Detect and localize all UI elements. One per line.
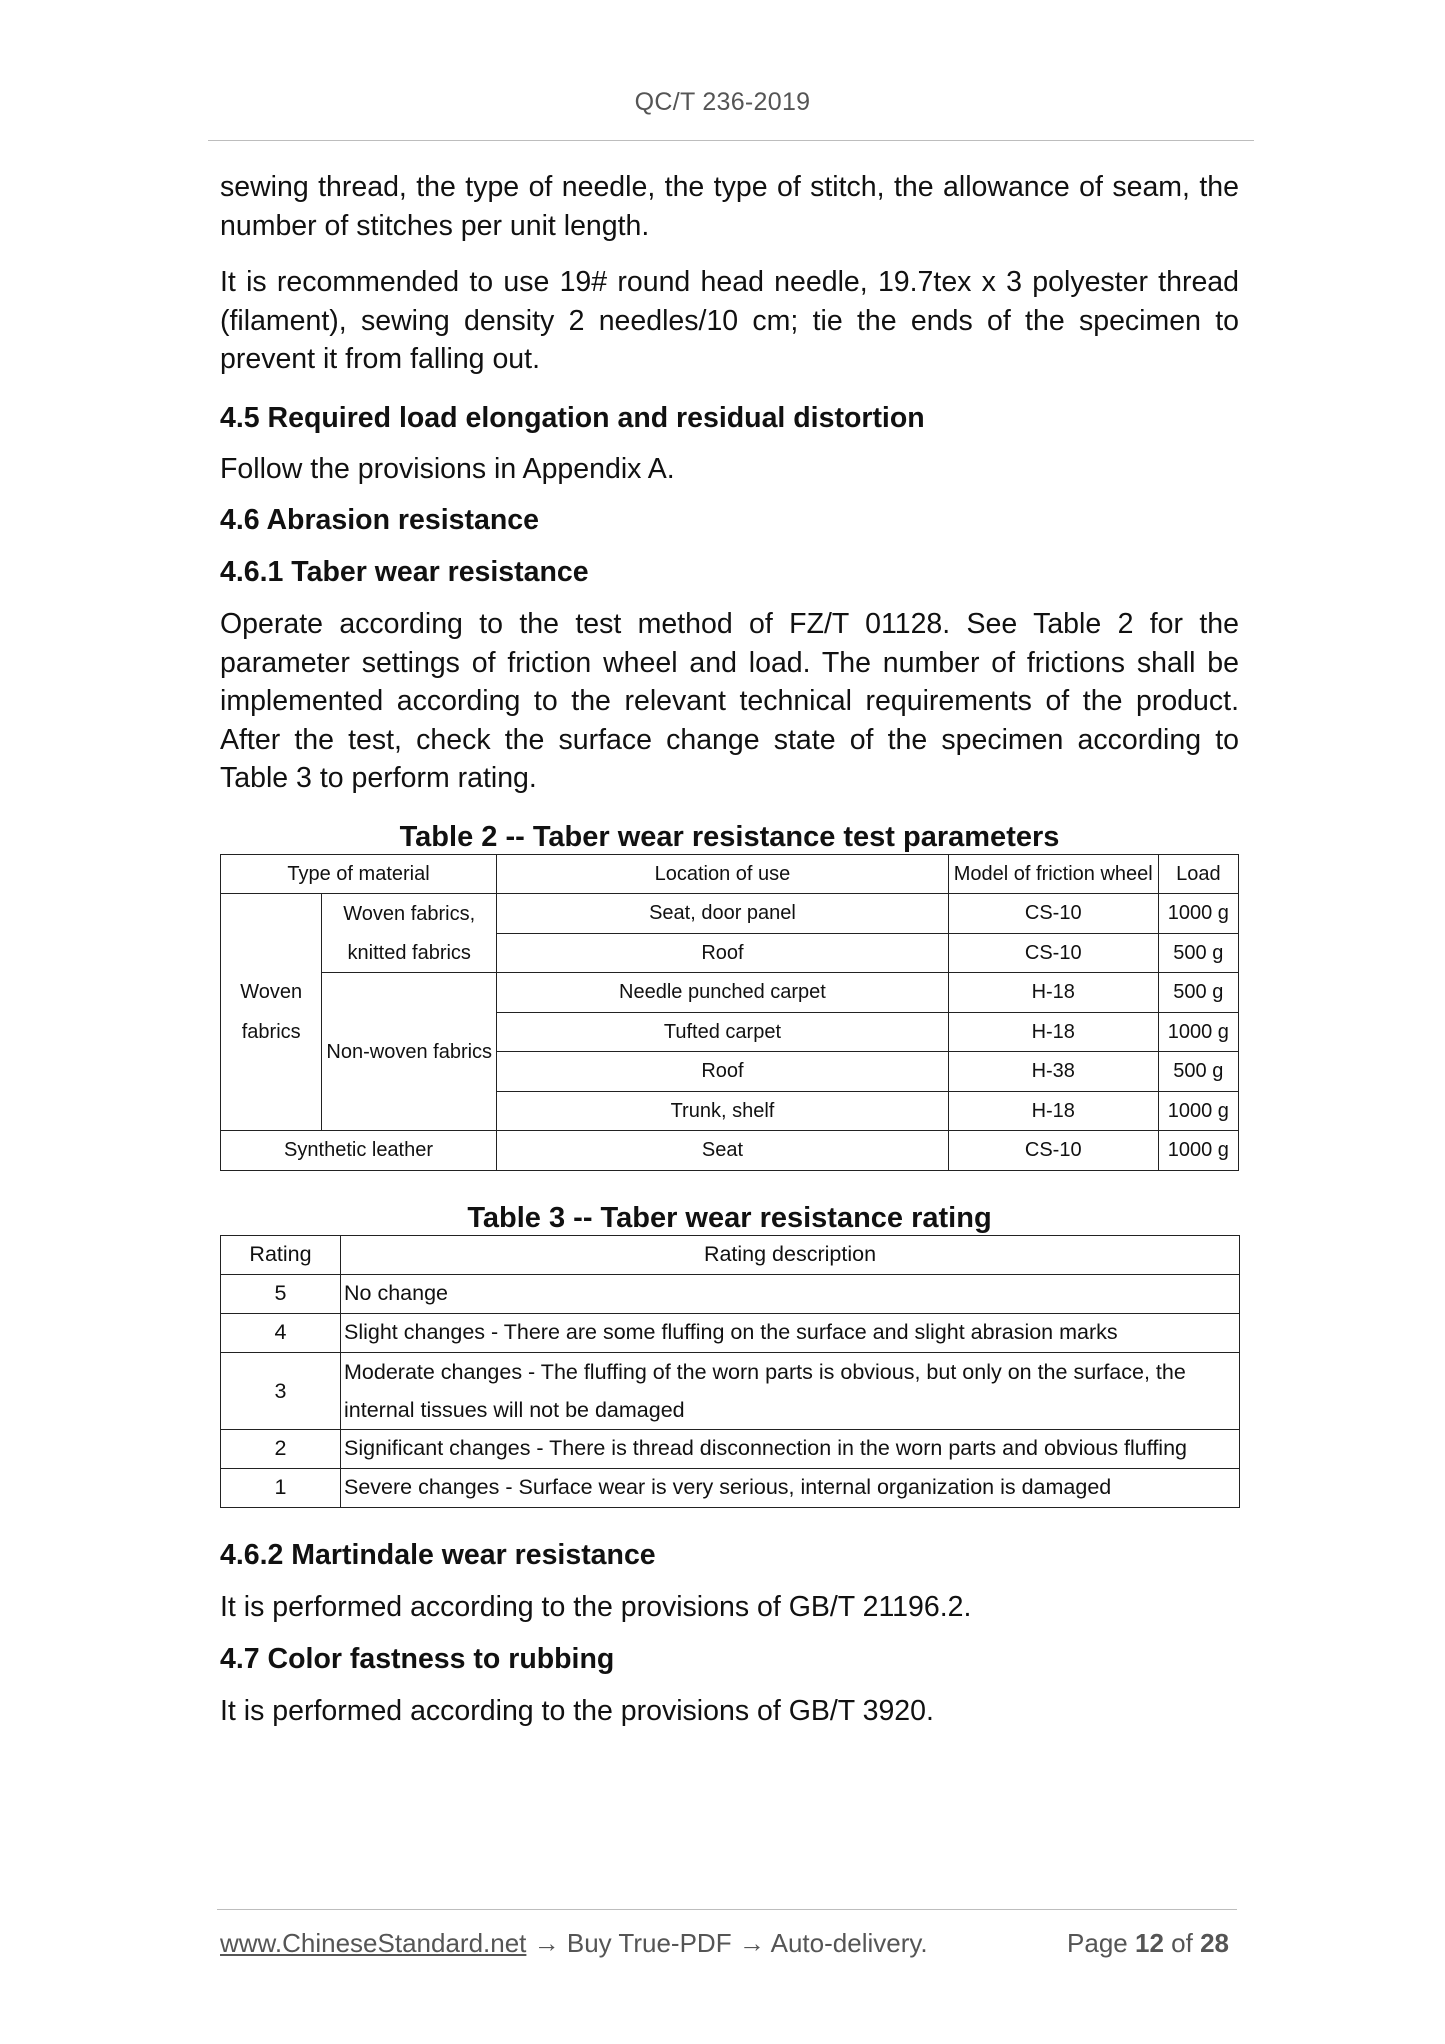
table-header-cell: Load [1158, 854, 1238, 894]
table-row [221, 1131, 1239, 1171]
table-cell-blank [221, 933, 322, 973]
table-cell: H-18 [948, 1012, 1158, 1052]
table-3-caption: Table 3 -- Taber wear resistance rating [467, 1201, 992, 1234]
total-pages: 28 [1200, 1928, 1229, 1958]
table-row [221, 1235, 1240, 1274]
paragraph-needle-recommendation: It is recommended to use 19# round head needle, 19.7tex x 3 polyester thread (filament), sewing density 2 needles/10 cm; tie the ends of the specimen to prevent it from falling out. [220, 266, 1239, 375]
paragraph-taber-method: Operate according to the test method of FZ/T 01128. See Table 2 for the parameter settings of friction wheel and load. The number of frictions shall be implemented according to the relevant technical requirements of the product. After the test, check the surface change state of the specimen according to Table 3 to perform rating. [220, 608, 1239, 794]
footer-website-link[interactable]: www.ChineseStandard.net [220, 1928, 527, 1958]
section-heading-4-7: 4.7 Color fastness to rubbing [220, 1643, 615, 1675]
table-row [221, 854, 1239, 894]
table-row [221, 1468, 1240, 1507]
table-2-caption: Table 2 -- Taber wear resistance test parameters [399, 820, 1060, 853]
arrow-right-icon: → [533, 1928, 560, 1958]
header-divider [208, 140, 1254, 141]
table-cell: 500 g [1158, 1052, 1238, 1092]
table-cell-rating: 4 [221, 1313, 341, 1352]
table-cell-blank [322, 1091, 497, 1131]
table-cell: Roof [497, 933, 949, 973]
table-cell: CS-10 [948, 894, 1158, 934]
table-cell: CS-10 [948, 933, 1158, 973]
footer-divider [217, 1909, 1237, 1910]
table-cell: 1000 g [1158, 1091, 1238, 1131]
table-row [221, 1313, 1240, 1352]
table-cell: 500 g [1158, 973, 1238, 1013]
paragraph-sewing-thread: sewing thread, the type of needle, the type of stitch, the allowance of seam, the number of stitches per unit length. [220, 171, 1239, 242]
table-row [221, 1274, 1240, 1313]
table-cell: Trunk, shelf [497, 1091, 949, 1131]
table-2 [220, 854, 1239, 1171]
table-cell: H-18 [948, 973, 1158, 1013]
table-cell-group: Woven [221, 973, 322, 1013]
table-cell-description: Slight changes - There are some fluffing on the surface and slight abrasion marks [341, 1313, 1240, 1352]
table-row [221, 973, 1239, 1013]
section-heading-4-5: 4.5 Required load elongation and residual distortion [220, 401, 925, 434]
table-row [221, 1352, 1240, 1429]
table-cell-description: Moderate changes - The fluffing of the worn parts is obvious, but only on the surface, the internal tissues will not be damaged [341, 1352, 1240, 1429]
table-cell: Roof [497, 1052, 949, 1092]
document-body [220, 168, 1239, 1731]
section-heading-4-6: 4.6 Abrasion resistance [220, 504, 539, 536]
table-cell: Seat, door panel [497, 894, 949, 934]
table-cell: 1000 g [1158, 1131, 1238, 1171]
table-cell-description: Significant changes - There is thread disconnection in the worn parts and obvious fluffing [341, 1429, 1240, 1468]
table-cell: 1000 g [1158, 894, 1238, 934]
table-header-cell: Location of use [497, 854, 949, 894]
table-cell: Needle punched carpet [497, 973, 949, 1013]
current-page: 12 [1135, 1928, 1164, 1958]
page-header-title: QC/T 236-2019 [634, 88, 811, 116]
table-3 [220, 1235, 1240, 1508]
table-cell-blank [322, 973, 497, 1013]
arrow-right-icon: → [738, 1928, 765, 1958]
table-cell-description: Severe changes - Surface wear is very serious, internal organization is damaged [341, 1468, 1240, 1507]
table-cell-subtype: knitted fabrics [322, 933, 497, 973]
section-heading-4-6-2: 4.6.2 Martindale wear resistance [220, 1538, 656, 1571]
table-header-cell: Rating description [341, 1235, 1240, 1274]
table-row [221, 1012, 1239, 1052]
table-row [221, 894, 1239, 934]
table-cell-description: No change [341, 1274, 1240, 1313]
table-cell-subtype: Non-woven fabrics [322, 1012, 497, 1091]
table-cell-rating: 1 [221, 1468, 341, 1507]
page-number [1067, 1928, 1229, 1959]
table-cell-subtype: Woven fabrics, [322, 894, 497, 934]
table-cell: H-38 [948, 1052, 1158, 1092]
paragraph-appendix-a: Follow the provisions in Appendix A. [220, 452, 675, 485]
table-cell-rating: 3 [221, 1352, 341, 1429]
footer-delivery-text: Auto-delivery. [770, 1928, 928, 1958]
page-label: Page [1067, 1928, 1128, 1958]
table-row [221, 1429, 1240, 1468]
table-cell: CS-10 [948, 1131, 1158, 1171]
table-cell-blank [221, 1091, 322, 1131]
table-cell-rating: 2 [221, 1429, 341, 1468]
table-row [221, 933, 1239, 973]
section-heading-4-6-1: 4.6.1 Taber wear resistance [220, 556, 589, 588]
table-header-cell: Model of friction wheel [948, 854, 1158, 894]
footer-buy-text: Buy True-PDF [566, 1928, 732, 1958]
footer-promo [220, 1928, 928, 1959]
table-cell: H-18 [948, 1091, 1158, 1131]
table-cell-blank [221, 1052, 322, 1092]
table-cell: 1000 g [1158, 1012, 1238, 1052]
table-cell-rating: 5 [221, 1274, 341, 1313]
table-cell-group: fabrics [221, 1012, 322, 1052]
table-cell: Tufted carpet [497, 1012, 949, 1052]
table-cell: 500 g [1158, 933, 1238, 973]
table-header-cell: Rating [221, 1235, 341, 1274]
paragraph-rubbing: It is performed according to the provisions of GB/T 3920. [220, 1695, 934, 1727]
table-cell: Synthetic leather [221, 1131, 497, 1171]
table-cell-blank [221, 894, 322, 934]
table-row [221, 1091, 1239, 1131]
of-label: of [1171, 1928, 1193, 1958]
paragraph-martindale: It is performed according to the provisions of GB/T 21196.2. [220, 1590, 972, 1623]
table-header-cell: Type of material [221, 854, 497, 894]
table-cell: Seat [497, 1131, 949, 1171]
